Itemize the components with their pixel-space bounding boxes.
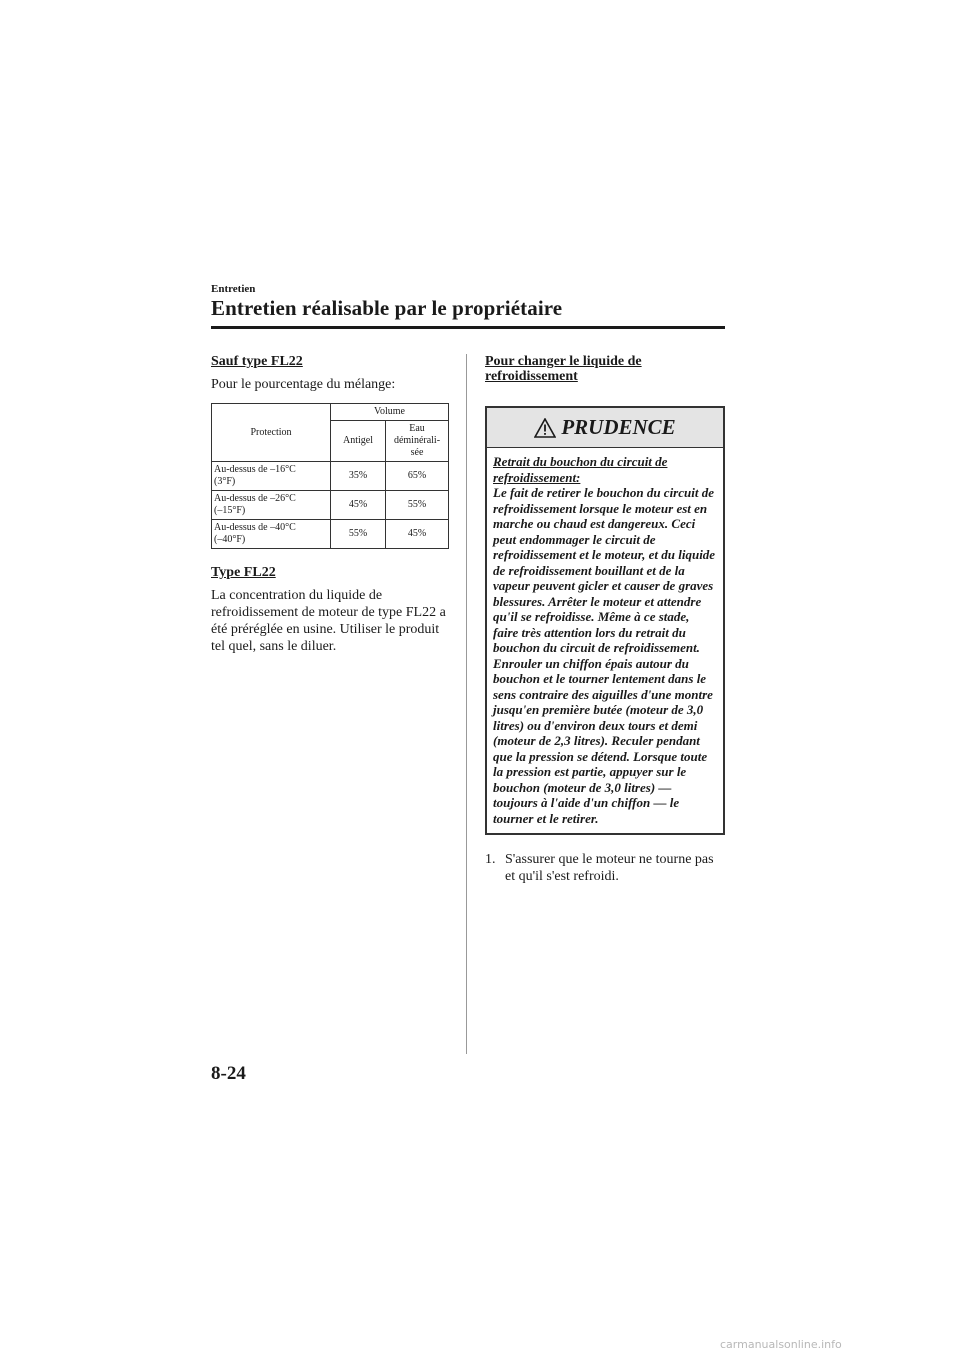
table-row: [212, 520, 449, 549]
right-column: [485, 354, 725, 885]
cell-eau: 55%: [386, 491, 449, 520]
header-rule: [211, 326, 725, 329]
left-column: [211, 354, 449, 655]
section-label: Entretien: [211, 283, 256, 295]
warning-subtitle: Retrait du bouchon du circuit de refroidissement:: [493, 454, 668, 485]
cell-eau: 65%: [386, 462, 449, 491]
heading-fl22: Type FL22: [211, 565, 276, 580]
warning-text: Le fait de retirer le bouchon du circuit de refroidissement lorsque le moteur est en marche ou chaud est dangereux. Ceci peut endommager le circuit de refroidissement et le moteur, et du liquide de refroidissement bouillant et de la vapeur peuvent gicler et causer de graves blessures. Arrêter le moteur et attendre qu'il se refroidisse. Même à ce stade, faire très attention lors du retrait du bouchon du circuit de refroidissement. Enrouler un chiffon épais autour du bouchon et le tourner lentement dans le sens contraire des aiguilles d'une montre jusqu'en première butée (moteur de 3,0 litres) ou d'environ deux tours et demi (moteur de 2,3 litres). Reculer pendant que la pression se détend. Lorsque toute la pression est partie, appuyer sur le bouchon (moteur de 3,0 litres) — toujours à l'aide d'un chiffon — le tourner et le retirer.: [493, 485, 716, 826]
column-divider: [466, 354, 467, 1054]
cell-temp: Au-dessus de –16°C (3°F): [212, 462, 331, 491]
page-number: 8-24: [211, 1063, 246, 1084]
warning-header: [487, 408, 723, 448]
heading-changer-liquide: Pour changer le liquide de refroidissement: [485, 354, 642, 384]
step-text: S'assurer que le moteur ne tourne pas et qu'il s'est refroidi.: [505, 852, 714, 884]
cell-antigel: 55%: [331, 520, 386, 549]
header-volume: Volume: [331, 404, 449, 421]
warning-triangle-icon: [534, 418, 556, 438]
warning-box: [485, 406, 725, 835]
header-eau: Eau déminérali-sée: [386, 421, 449, 462]
warning-title: PRUDENCE: [561, 415, 676, 439]
header-protection: Protection: [212, 404, 331, 462]
mixture-table: [211, 403, 449, 549]
cell-eau: 45%: [386, 520, 449, 549]
table-row: [212, 462, 449, 491]
cell-temp: Au-dessus de –40°C (–40°F): [212, 520, 331, 549]
table-row: [212, 491, 449, 520]
intro-text: Pour le pourcentage du mélange:: [211, 377, 396, 392]
cell-antigel: 35%: [331, 462, 386, 491]
fl22-body: La concentration du liquide de refroidissement de moteur de type FL22 a été préréglée en usine. Utiliser le produit tel quel, sans le diluer.: [211, 588, 446, 654]
cell-temp: Au-dessus de –26°C (–15°F): [212, 491, 331, 520]
header-antigel: Antigel: [331, 421, 386, 462]
cell-antigel: 45%: [331, 491, 386, 520]
list-item: [485, 851, 725, 885]
page-title: Entretien réalisable par le propriétaire: [211, 296, 563, 320]
watermark: carmanualsonline.info: [720, 1338, 842, 1351]
warning-body: [487, 448, 723, 833]
step-number: 1.: [485, 852, 496, 867]
heading-sauf-fl22: Sauf type FL22: [211, 354, 303, 369]
